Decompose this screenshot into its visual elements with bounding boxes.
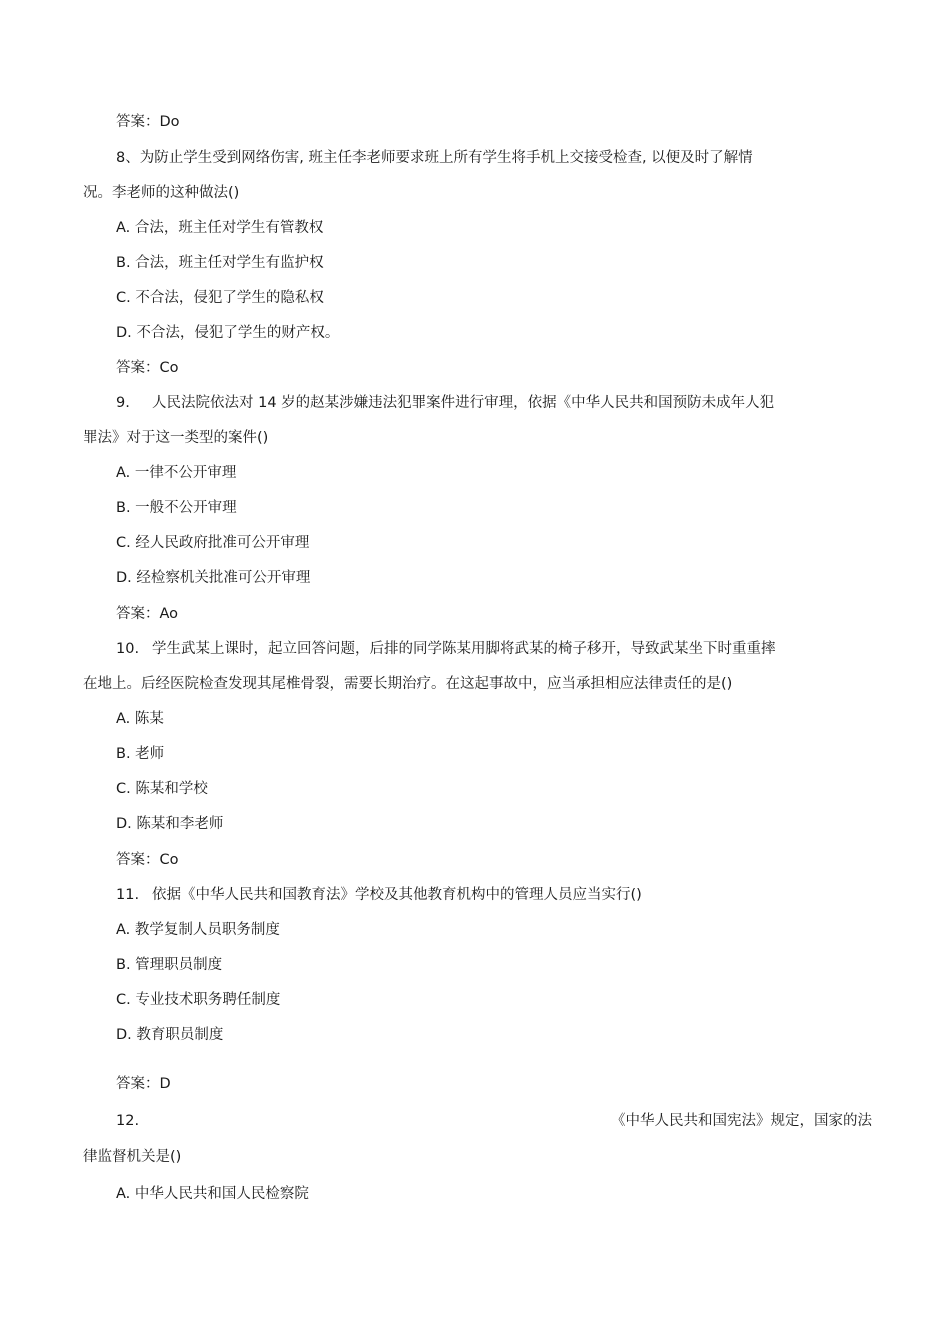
option-10a: A. 陈某	[116, 711, 164, 727]
question-number: 11.	[116, 887, 140, 903]
answer-7: 答案：Do	[116, 114, 180, 130]
option-9d: D. 经检察机关批准可公开审理	[116, 570, 311, 586]
option-9b: B. 一般不公开审理	[116, 500, 237, 516]
option-9c: C. 经人民政府批准可公开审理	[116, 535, 310, 551]
question-10-line2: 在地上。后经医院检查发现其尾椎骨裂，需要长期治疗。在这起事故中，应当承担相应法律责任的是()	[83, 676, 733, 692]
question-number: 12.	[116, 1113, 140, 1129]
question-11-line1: 11. 依据《中华人民共和国教育法》学校及其他教育机构中的管理人员应当实行()	[116, 887, 642, 903]
answer-11: 答案：D	[116, 1076, 171, 1092]
option-11c: C. 专业技术职务聘任制度	[116, 992, 281, 1008]
answer-9: 答案：Ao	[116, 606, 179, 622]
option-12a: A. 中华人民共和国人民检察院	[116, 1186, 309, 1202]
option-11a: A. 教学复制人员职务制度	[116, 922, 280, 938]
question-8-line1: 8、为防止学生受到网络伤害, 班主任李老师要求班上所有学生将手机上交接受检查, 以便及时了解情	[116, 150, 753, 166]
option-10d: D. 陈某和李老师	[116, 816, 224, 832]
option-8d: D. 不合法，侵犯了学生的财产权。	[116, 325, 340, 341]
answer-10: 答案：Co	[116, 852, 179, 868]
option-10b: B. 老师	[116, 746, 165, 762]
question-number: 9.	[116, 395, 130, 411]
option-8c: C. 不合法，侵犯了学生的隐私权	[116, 290, 324, 306]
question-12-line1: 12. 《中华人民共和国宪法》规定，国家的法	[116, 1113, 872, 1129]
option-9a: A. 一律不公开审理	[116, 465, 237, 481]
question-number: 10.	[116, 641, 140, 657]
option-11d: D. 教育职员制度	[116, 1027, 224, 1043]
question-10-line1: 10. 学生武某上课时，起立回答问题，后排的同学陈某用脚将武某的椅子移开，导致武某坐下时重重摔	[116, 641, 776, 657]
answer-8: 答案：Co	[116, 360, 179, 376]
option-11b: B. 管理职员制度	[116, 957, 223, 973]
option-8b: B. 合法，班主任对学生有监护权	[116, 255, 324, 271]
option-10c: C. 陈某和学校	[116, 781, 208, 797]
option-8a: A. 合法，班主任对学生有管教权	[116, 220, 324, 236]
question-9-line2: 罪法》对于这一类型的案件()	[83, 430, 269, 446]
question-9-line1: 9. 人民法院依法对 14 岁的赵某涉嫌违法犯罪案件进行审理，依据《中华人民共和国预防未成年人犯	[116, 395, 775, 411]
question-8-line2: 况。李老师的这种做法()	[83, 185, 240, 201]
question-12-line2: 律监督机关是()	[83, 1149, 182, 1165]
